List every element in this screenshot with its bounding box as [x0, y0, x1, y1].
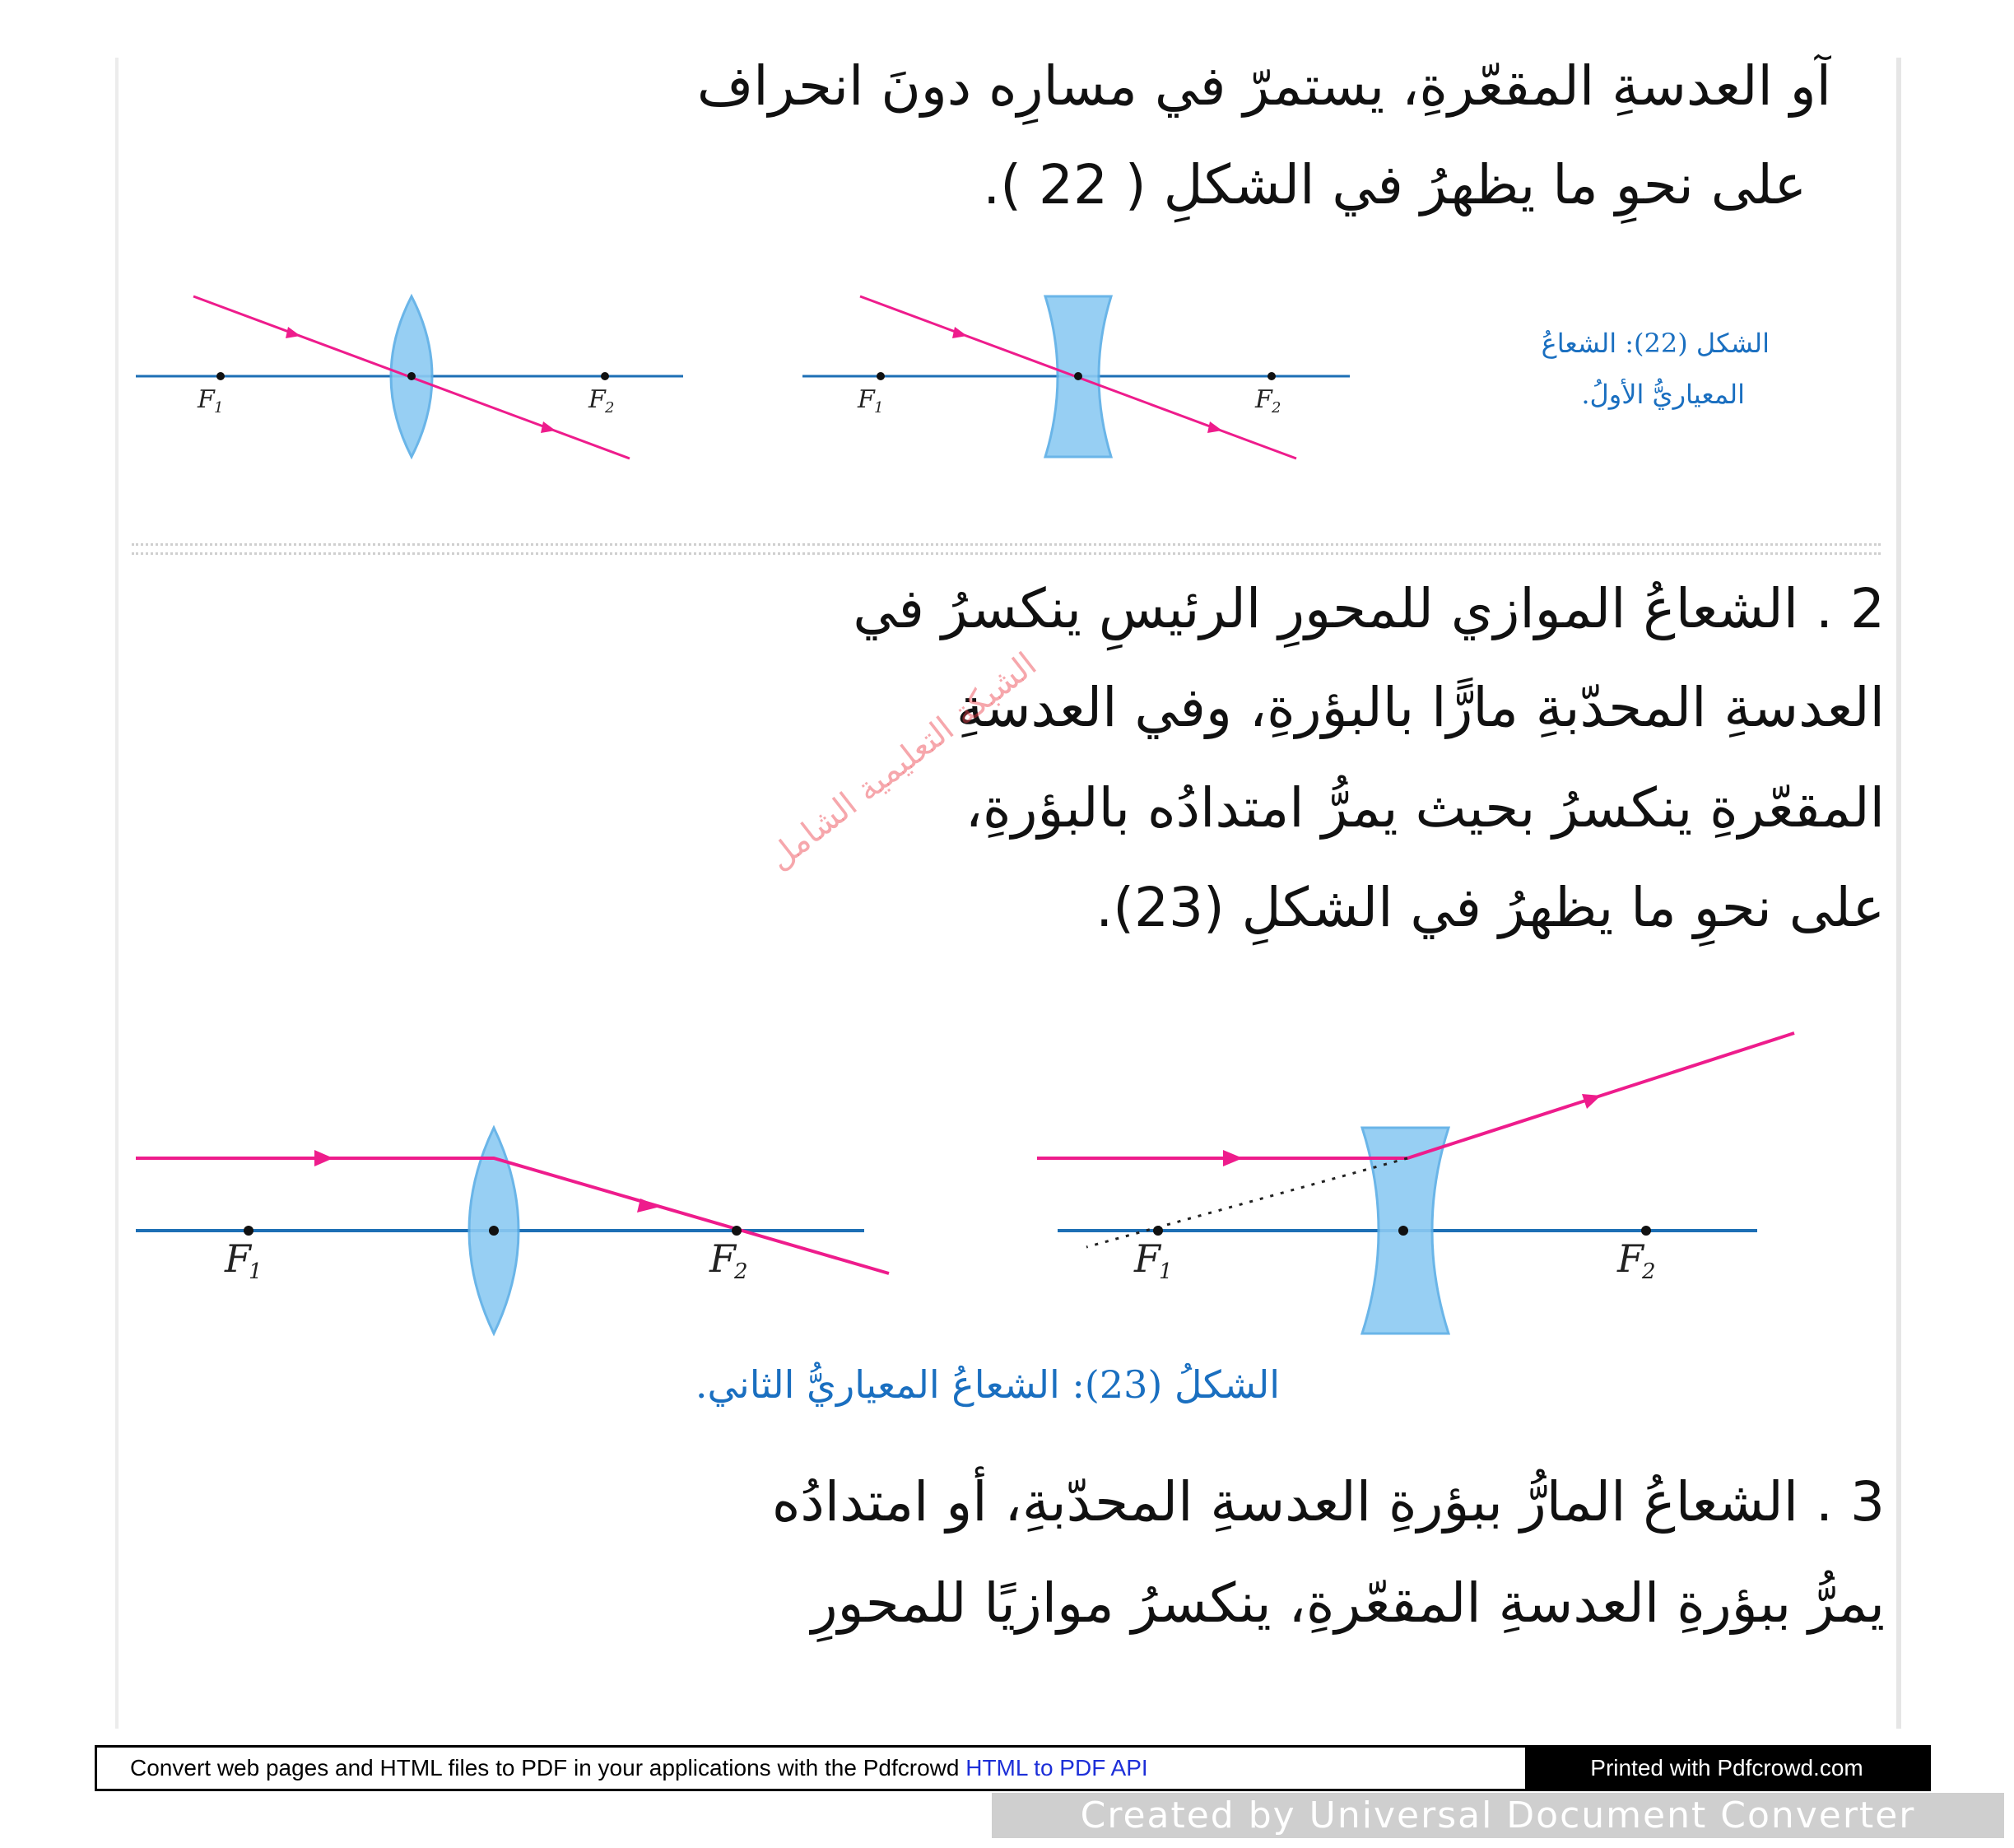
pdfcrowd-api-link[interactable]: HTML to PDF API — [965, 1755, 1148, 1781]
ray-arrow — [1582, 1094, 1601, 1109]
lens-center — [407, 372, 416, 380]
f1-label: F — [198, 385, 215, 414]
f1-label: F — [858, 385, 875, 414]
figure-23-concave-lens — [1037, 1021, 1819, 1342]
focal-point-f1 — [244, 1226, 253, 1236]
focal-point-f1 — [877, 372, 885, 380]
f2-label: F — [1617, 1236, 1644, 1281]
text-line: على نحوِ ما يظهرُ في الشكلِ ( 22 ). — [983, 153, 1807, 216]
text-line: المقعّرةِ ينكسرُ بحيث يمرُّ امتدادُه بالبؤرةِ، — [965, 776, 1885, 840]
ray-arrow — [637, 1199, 660, 1213]
f1-subscript: 1 — [1159, 1259, 1173, 1284]
figure-23-convex-lens — [132, 1120, 914, 1342]
f2-label: F — [709, 1236, 736, 1281]
pdfcrowd-text: Convert web pages and HTML files to PDF in your applications with the Pdfcrowd — [130, 1755, 966, 1781]
text-line: آو العدسةِ المقعّرةِ، يستمرّ في مسارِه دونَ انحراف — [696, 54, 1831, 118]
f2-label: F — [1255, 385, 1272, 414]
text-line: 3 . الشعاعُ المارُّ ببؤرةِ العدسةِ المحدّبةِ، أو امتدادُه — [771, 1470, 1885, 1534]
f1-label: F — [1134, 1236, 1160, 1281]
f1-subscript: 1 — [249, 1259, 263, 1284]
figure-22-caption-line1: الشكل (22): الشعاعُ — [1541, 328, 1770, 359]
f1-subscript: 1 — [874, 399, 884, 417]
f2-subscript: 2 — [734, 1259, 748, 1284]
udc-watermark: Created by Universal Document Converter — [992, 1793, 2004, 1838]
ray-arrow — [1223, 1150, 1243, 1166]
figure-22-caption-line2: المعياريُّ الأولُ. — [1581, 379, 1745, 410]
ray-arrow — [314, 1150, 333, 1166]
focal-point-f2 — [1641, 1226, 1651, 1236]
section-divider — [132, 543, 1881, 555]
figure-22-concave-lens — [798, 284, 1374, 473]
focal-point-f1 — [216, 372, 225, 380]
lens-center — [1074, 372, 1082, 380]
f2-label: F — [588, 385, 606, 414]
text-line: يمرُّ ببؤرةِ العدسةِ المقعّرةِ، ينكسرُ موازيًا للمحورِ — [811, 1571, 1885, 1635]
f2-subscript: 2 — [1272, 399, 1281, 417]
text-line: 2 . الشعاعُ الموازي للمحورِ الرئيسِ ينكسرُ في — [853, 577, 1885, 640]
f1-subscript: 1 — [214, 399, 224, 417]
lens-center — [489, 1226, 499, 1236]
focal-point-f2 — [1267, 372, 1276, 380]
f1-label: F — [225, 1236, 251, 1281]
text-line: على نحوِ ما يظهرُ في الشكلِ (23). — [1095, 876, 1885, 939]
pdfcrowd-message — [97, 1748, 1525, 1789]
f2-subscript: 2 — [605, 399, 615, 417]
ray-extension — [1086, 1158, 1407, 1247]
focal-point-f2 — [601, 372, 609, 380]
focal-point-f2 — [732, 1226, 742, 1236]
figure-23-caption: الشكلُ (23): الشعاعُ المعياريُّ الثاني. — [695, 1362, 1281, 1407]
watermark: الشبكة التعليمية الشامل — [761, 645, 1044, 878]
pdfcrowd-footer — [95, 1745, 1931, 1791]
pdfcrowd-printed-badge[interactable]: Printed with Pdfcrowd.com — [1525, 1748, 1928, 1789]
focal-point-f1 — [1153, 1226, 1163, 1236]
text-line: العدسةِ المحدّبةِ مارًّا بالبؤرةِ، وفي العدسةِ — [956, 676, 1885, 739]
figure-22-convex-lens — [132, 284, 708, 473]
f2-subscript: 2 — [1642, 1259, 1656, 1284]
lens-center — [1398, 1226, 1408, 1236]
